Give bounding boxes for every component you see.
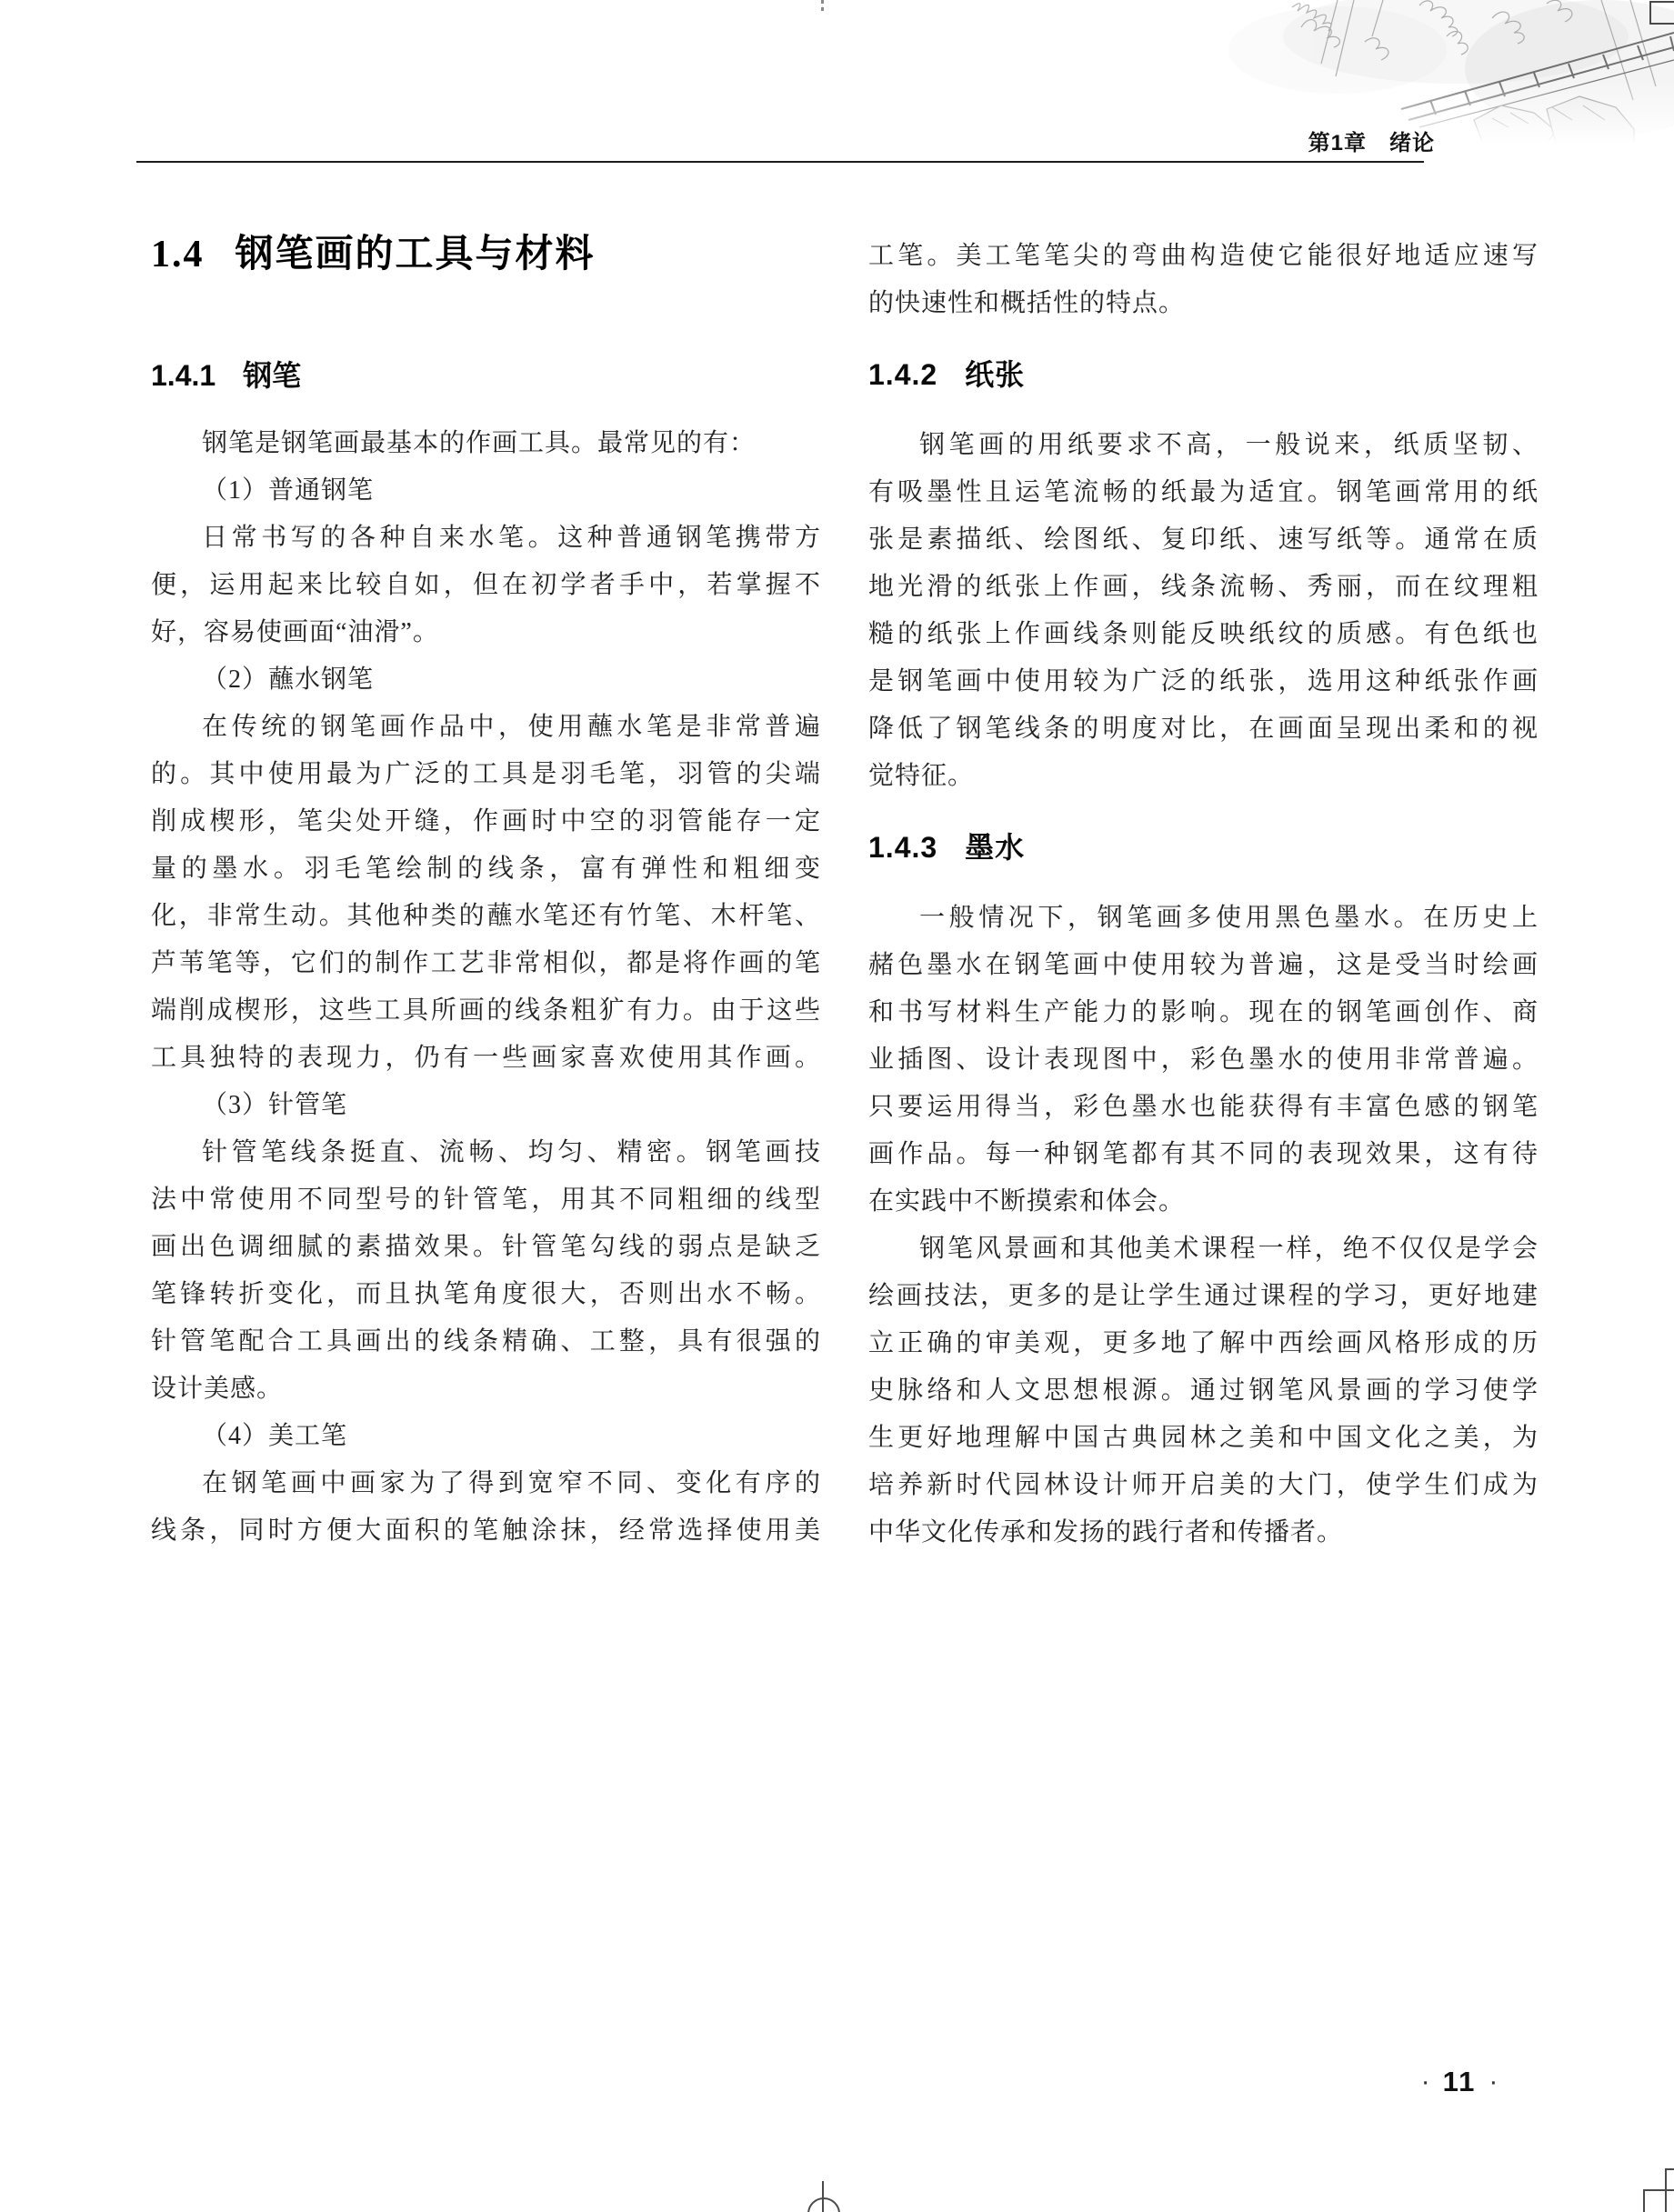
registration-mark-circle <box>807 2197 840 2212</box>
heading-number: 1.4.3 <box>868 831 938 864</box>
section-title-number: 1.4 <box>151 234 205 275</box>
chapter-header: 第1章 绪论 <box>1308 131 1435 155</box>
text-line <box>868 1415 1539 1462</box>
section-title <box>151 229 596 280</box>
line-text: 端削成楔形，这些工具所画的线条粗犷有力。由于这些 <box>151 996 821 1025</box>
text-line <box>151 1460 821 1507</box>
header-rule <box>136 161 1424 163</box>
line-text: （1）普通钢笔 <box>202 476 375 505</box>
line-text: 史脉络和人文思想根源。通过钢笔风景画的学习使学 <box>868 1376 1539 1405</box>
page-number-right-dot: · <box>1489 2067 1499 2097</box>
line-text: 设计美感。 <box>151 1375 284 1403</box>
text-line <box>151 1035 821 1082</box>
heading-label: 钢笔 <box>243 359 302 392</box>
text-line <box>868 422 1539 469</box>
text-line <box>151 467 821 515</box>
text-line <box>868 1178 1539 1226</box>
heading-number: 1.4.1 <box>151 359 216 392</box>
text-line <box>868 1367 1539 1415</box>
line-text: （3）针管笔 <box>202 1091 348 1119</box>
page-number-left-dot: · <box>1420 2067 1430 2097</box>
text-line <box>868 564 1539 611</box>
line-text: 绘画技法，更多的是让学生通过课程的学习，更好地建 <box>868 1282 1539 1310</box>
top-center-mark <box>821 0 826 11</box>
text-line <box>868 1320 1539 1367</box>
text-line <box>151 1082 821 1129</box>
text-line <box>868 895 1539 942</box>
left-column <box>151 420 821 1555</box>
line-text: 的快速性和概括性的特点。 <box>868 289 1186 317</box>
line-text: 只要运用得当，彩色墨水也能获得有丰富色感的钢笔 <box>868 1093 1539 1121</box>
line-text: 法中常使用不同型号的针管笔，用其不同粗细的线型 <box>151 1186 821 1214</box>
line-text: 生更好地理解中国古典园林之美和中国文化之美，为 <box>868 1424 1539 1452</box>
text-line <box>151 1129 821 1176</box>
crop-mark-top-right <box>1649 1 1674 25</box>
text-line <box>151 704 821 751</box>
text-line <box>151 846 821 893</box>
text-line <box>868 1036 1539 1084</box>
line-text: 笔锋转折变化，而且执笔角度很大，否则出水不畅。 <box>151 1280 821 1308</box>
line-text: 张是素描纸、绘图纸、复印纸、速写纸等。通常在质 <box>868 525 1539 554</box>
text-line <box>151 1413 821 1460</box>
text-line <box>151 751 821 798</box>
text-line <box>868 611 1539 658</box>
line-text: 一般情况下，钢笔画多使用黑色墨水。在历史上 <box>919 904 1539 932</box>
text-line <box>868 1131 1539 1178</box>
line-text: 针管笔线条挺直、流畅、均匀、精密。钢笔画技 <box>202 1138 821 1166</box>
line-text: 中华文化传承和发扬的践行者和传播者。 <box>868 1518 1344 1546</box>
line-text: 的。其中使用最为广泛的工具是羽毛笔，羽管的尖端 <box>151 760 821 788</box>
text-line <box>868 1084 1539 1131</box>
line-text: 便，运用起来比较自如，但在初学者手中，若掌握不 <box>151 571 821 599</box>
line-text: 墨水 <box>965 831 1026 864</box>
line-text: 立正确的审美观，更多地了解中西绘画风格形成的历 <box>868 1329 1539 1357</box>
text-line <box>151 940 821 987</box>
line-text: 业插图、设计表现图中，彩色墨水的使用非常普遍。 <box>868 1046 1539 1074</box>
text-line <box>151 1176 821 1224</box>
line-text: 纸张 <box>965 358 1026 391</box>
line-text: 糙的纸张上作画线条则能反映纸纹的质感。有色纸也 <box>868 620 1539 648</box>
text-line <box>151 656 821 704</box>
line-text: 培养新时代园林设计师开启美的大门，使学生们成为 <box>868 1471 1539 1499</box>
page-number <box>1405 2062 1514 2102</box>
line-text: 针管笔配合工具画出的线条精确、工整，具有很强的 <box>151 1327 821 1356</box>
text-line <box>151 1271 821 1318</box>
text-line <box>151 420 821 467</box>
line-text: 芦苇笔等，它们的制作工艺非常相似，都是将作画的笔 <box>151 949 821 977</box>
line-text: 化，非常生动。其他种类的蘸水笔还有竹笔、木杆笔、 <box>151 902 821 930</box>
subsection-heading-141 <box>151 349 301 402</box>
text-line <box>151 609 821 656</box>
text-line <box>151 1366 821 1413</box>
text-line <box>868 800 1539 895</box>
text-line <box>868 1509 1539 1556</box>
text-line <box>868 233 1539 280</box>
heading-number: 1.4.2 <box>868 358 938 391</box>
line-text: 在传统的钢笔画作品中，使用蘸水笔是非常普遍 <box>202 713 821 741</box>
line-text: 好，容易使画面“油滑”。 <box>151 618 439 646</box>
line-text: 是钢笔画中使用较为广泛的纸张，选用这种纸张作画 <box>868 667 1539 696</box>
text-line <box>868 1226 1539 1273</box>
text-line <box>151 893 821 940</box>
line-text: 有吸墨性且运笔流畅的纸最为适宜。钢笔画常用的纸 <box>868 478 1539 506</box>
crop-mark-bottom-right-inner <box>1643 2189 1674 2212</box>
line-text: 赭色墨水在钢笔画中使用较为普遍，这是受当时绘画 <box>868 951 1539 979</box>
decorative-sketch-image <box>910 0 1674 144</box>
line-text: 工笔。美工笔笔尖的弯曲构造使它能很好地适应速写 <box>868 242 1539 270</box>
line-text: 量的墨水。羽毛笔绘制的线条，富有弹性和粗细变 <box>151 855 821 883</box>
text-line <box>151 987 821 1035</box>
text-line <box>868 753 1539 800</box>
right-column <box>868 233 1539 1556</box>
line-text: 和书写材料生产能力的影响。现在的钢笔画创作、商 <box>868 998 1539 1026</box>
text-line <box>868 327 1539 422</box>
line-text: 日常书写的各种自来水笔。这种普通钢笔携带方 <box>202 524 821 552</box>
line-text: 钢笔是钢笔画最基本的作画工具。最常见的有： <box>202 429 757 457</box>
text-line <box>151 1507 821 1555</box>
text-line <box>151 1318 821 1366</box>
line-text: 降低了钢笔线条的明度对比，在画面呈现出柔和的视 <box>868 715 1539 743</box>
text-line <box>868 1273 1539 1320</box>
text-line <box>151 798 821 846</box>
text-line <box>868 658 1539 706</box>
text-line <box>868 1462 1539 1509</box>
line-text: 钢笔风景画和其他美术课程一样，绝不仅仅是学会 <box>919 1235 1539 1263</box>
line-text: （4）美工笔 <box>202 1422 348 1450</box>
line-text: 画出色调细腻的素描效果。针管笔勾线的弱点是缺乏 <box>151 1233 821 1261</box>
text-line <box>868 516 1539 564</box>
line-text: 画作品。每一种钢笔都有其不同的表现效果，这有待 <box>868 1140 1539 1168</box>
line-text: 觉特征。 <box>868 762 975 790</box>
line-text: 在实践中不断摸索和体会。 <box>868 1187 1186 1216</box>
text-line <box>868 989 1539 1036</box>
line-text: 削成楔形，笔尖处开缝，作画时中空的羽管能存一定 <box>151 807 821 836</box>
line-text: 地光滑的纸张上作画，线条流畅、秀丽，而在纹理粗 <box>868 573 1539 601</box>
text-line <box>868 942 1539 989</box>
line-text: 线条，同时方便大面积的笔触涂抹，经常选择使用美 <box>151 1516 821 1545</box>
line-text: 钢笔画的用纸要求不高，一般说来，纸质坚韧、 <box>919 431 1539 459</box>
text-line <box>868 280 1539 327</box>
section-title-text: 钢笔画的工具与材料 <box>235 234 596 275</box>
text-line <box>151 562 821 609</box>
text-line <box>151 1224 821 1271</box>
line-text: 在钢笔画中画家为了得到宽窄不同、变化有序的 <box>202 1469 821 1497</box>
line-text: 工具独特的表现力，仍有一些画家喜欢使用其作画。 <box>151 1044 821 1072</box>
page-number-value: 11 <box>1442 2066 1477 2097</box>
text-line <box>868 706 1539 753</box>
text-line <box>868 469 1539 516</box>
line-text: （2）蘸水钢笔 <box>202 666 375 694</box>
text-line <box>151 515 821 562</box>
